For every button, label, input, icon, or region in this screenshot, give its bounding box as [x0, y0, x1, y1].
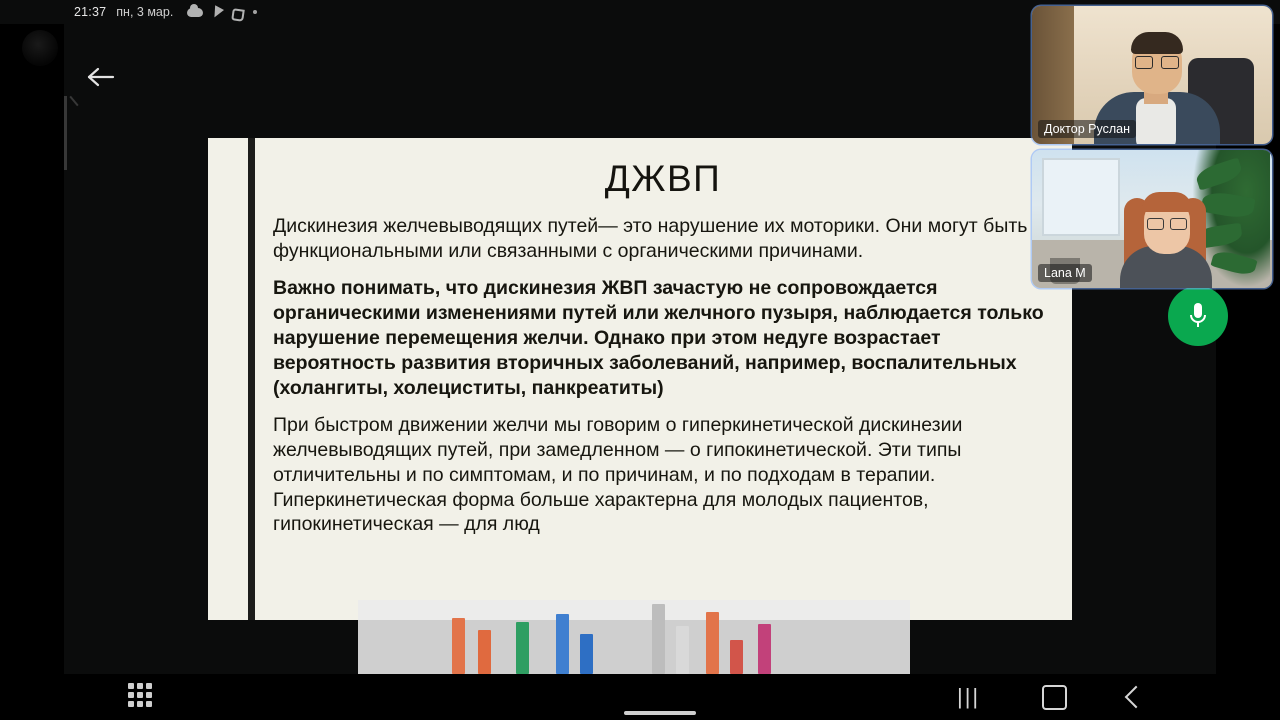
- tile-2-window: [1042, 158, 1120, 236]
- slide-content: [273, 138, 1053, 620]
- tile-2-fringe: [1142, 192, 1192, 212]
- equalizer-bar: [478, 630, 491, 674]
- equalizer-bar: [652, 604, 665, 674]
- equalizer-bar: [730, 640, 743, 674]
- equalizer-bar: [706, 612, 719, 674]
- dot-icon: [253, 10, 257, 14]
- equalizer-bar: [580, 634, 593, 674]
- status-bar-time: 21:37: [74, 5, 107, 19]
- screen-artifact-tick: [69, 96, 78, 106]
- tile-2-leaf-1: [1194, 157, 1244, 190]
- tile-1-glasses: [1135, 56, 1179, 67]
- recent-apps-icon[interactable]: |||: [957, 684, 981, 709]
- location-pin-icon: [210, 5, 224, 19]
- tile-1-shirt: [1136, 98, 1176, 144]
- participant-tile-2[interactable]: [1032, 150, 1272, 288]
- home-square-icon[interactable]: [1042, 685, 1067, 710]
- system-navigation-bar: [0, 674, 1280, 720]
- left-letterbox: [0, 24, 64, 674]
- cloud-icon: [187, 8, 203, 17]
- participant-tile-1[interactable]: [1032, 6, 1272, 144]
- screen-artifact-circle: [22, 30, 58, 66]
- status-bar-date: пн, 3 мар.: [116, 5, 174, 19]
- back-arrow-icon[interactable]: [84, 60, 118, 94]
- status-bar: [0, 0, 1280, 24]
- tile-2-leaf-2: [1200, 190, 1255, 221]
- status-bar-icons: [187, 6, 257, 19]
- slide-paragraph-1: Дискинезия желчевыводящих путей— это нарушение их моторики. Они могут быть функциональными или связанными с органическими причинами.: [273, 215, 1028, 262]
- microphone-icon: [1187, 301, 1209, 331]
- apps-grid-icon[interactable]: [128, 683, 156, 711]
- screen-artifact-bar: [64, 96, 67, 170]
- equalizer-bar: [758, 624, 771, 674]
- tile-1-hair: [1131, 32, 1183, 54]
- equalizer-panel: [358, 600, 910, 674]
- participant-name-2: Lana M: [1038, 264, 1092, 282]
- equalizer-bar: [556, 614, 569, 674]
- gesture-handle[interactable]: [624, 711, 696, 715]
- equalizer-bar: [516, 622, 529, 674]
- equalizer-bar: [452, 618, 465, 674]
- microphone-button[interactable]: [1168, 286, 1228, 346]
- shared-slide[interactable]: [208, 138, 1072, 620]
- slide-left-rule: [248, 138, 255, 620]
- participant-name-1: Доктор Руслан: [1038, 120, 1136, 138]
- tile-2-glasses: [1147, 218, 1187, 228]
- slide-title: ДЖВП: [604, 158, 722, 199]
- phone-call-icon: [231, 6, 244, 19]
- back-chevron-icon[interactable]: [1125, 686, 1148, 709]
- slide-paragraph-3: При быстром движении желчи мы говорим о гиперкинетической дискинезии желчевыводящих путей, при замедленном — о гипокинетической. Эти типы отличительны и по симптомам, и по причинам, и по подходам в терапии. Гиперкинетическая форма больше характерна для молодых пациентов, гипокинетическая — для люд: [273, 413, 963, 536]
- tile-2-leaf-4: [1210, 248, 1257, 277]
- equalizer-bar: [676, 626, 689, 674]
- slide-paragraph-2: Важно понимать, что дискинезия ЖВП зачастую не сопровождается органическими изменениями путей или желчного пузыря, наблюдается только нарушение перемещения желчи. Однако при этом недуге возрастает вероятность развития вторичных заболеваний, например, воспалительных (холангиты, холециститы, панкреатиты): [273, 276, 1044, 399]
